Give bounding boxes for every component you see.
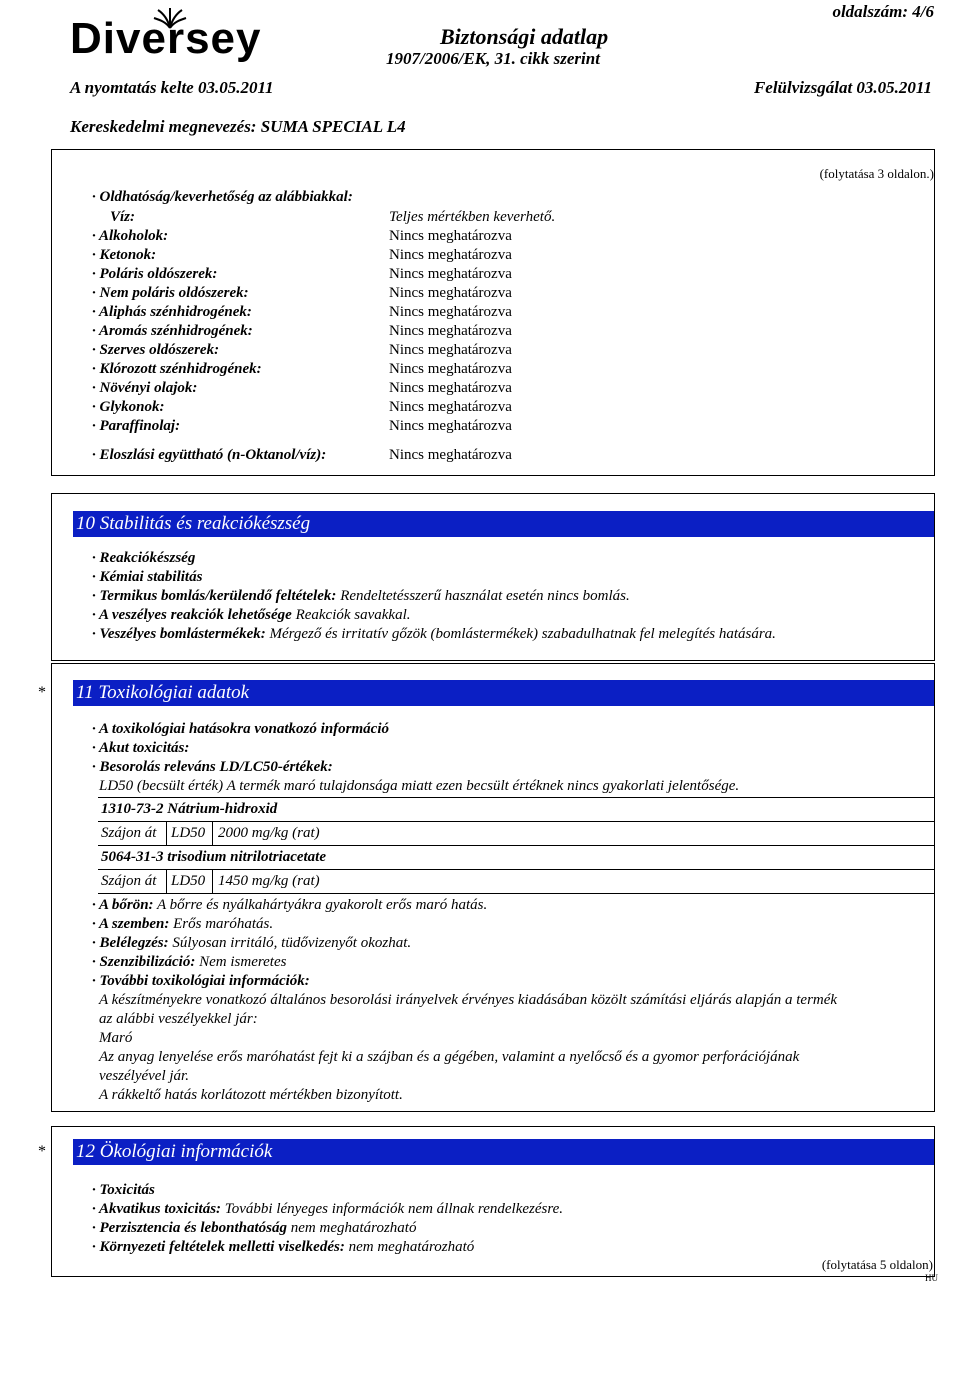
solubility-value: Nincs meghatározva — [389, 228, 512, 244]
document-title: Biztonsági adatlap — [440, 24, 609, 49]
tox-paragraph-3b: veszélyével jár. — [99, 1068, 189, 1084]
solubility-value: Nincs meghatározva — [389, 266, 512, 282]
tox-paragraph-1b: az alábbi veszélyekkel jár: — [99, 1011, 258, 1027]
thermal-decomposition-label: · Termikus bomlás/kerülendő feltételek: — [92, 588, 337, 604]
section-12-heading: 12 Ökológiai információk — [73, 1139, 934, 1165]
hazardous-reactions-line — [92, 606, 411, 625]
substance-2-name: 5064-31-3 trisodium nitrilotriacetate — [101, 849, 327, 865]
solubility-label: · Ketonok: — [92, 247, 157, 263]
substance-1-type: LD50 — [171, 825, 206, 841]
solubility-heading: · Oldhatóság/keverhetőség az alábbiakkal: — [92, 189, 353, 205]
toxicity-line: · Toxicitás — [92, 1182, 155, 1198]
solubility-value: Teljes mértékben keverhető. — [389, 209, 556, 225]
continued-on-note: (folytatása 5 oldalon) — [821, 1257, 933, 1272]
substance-1-route: Szájon át — [101, 825, 157, 841]
substance-2-bottom-rule — [98, 893, 934, 894]
environmental-behaviour-value: nem meghatározható — [344, 1239, 475, 1255]
eye-line — [92, 915, 273, 934]
aquatic-toxicity-value: További lényeges információk nem állnak rendelkezésre. — [221, 1201, 564, 1217]
trade-name: Kereskedelmi megnevezés: SUMA SPECIAL L4 — [70, 117, 406, 136]
substance-2-separator — [212, 869, 213, 893]
aquatic-toxicity-label: · Akvatikus toxicitás: — [92, 1201, 222, 1217]
substance-1-top-rule — [98, 797, 934, 798]
diversey-logo: Diversey — [70, 14, 262, 63]
persistence-label: · Perzisztencia és lebonthatóság — [92, 1220, 288, 1236]
substance-1-value: 2000 mg/kg (rat) — [218, 825, 320, 841]
print-date: A nyomtatás kelte 03.05.2011 — [70, 78, 274, 97]
hazardous-reactions-value: Reakciók savakkal. — [291, 607, 411, 623]
environmental-behaviour-label: · Környezeti feltételek melletti viselkedés: — [92, 1239, 345, 1255]
substance-2-type: LD50 — [171, 873, 206, 889]
tox-paragraph-2: Maró — [99, 1030, 133, 1046]
substance-1-bottom-rule — [98, 845, 934, 846]
persistence-line — [92, 1219, 416, 1238]
inhalation-value: Súlyosan irritáló, tüdővizenyőt okozhat. — [168, 935, 412, 951]
section-10-heading: 10 Stabilitás és reakciókészség — [73, 511, 934, 537]
decomposition-products-label: · Veszélyes bomlástermékek: — [92, 626, 266, 642]
solubility-value: Nincs meghatározva — [389, 361, 512, 377]
solubility-value: Nincs meghatározva — [389, 418, 512, 434]
skin-label: · A bőrön: — [92, 897, 154, 913]
chemical-stability-line: · Kémiai stabilitás — [92, 569, 203, 585]
eye-value: Erős maróhatás. — [169, 916, 274, 932]
partition-coefficient-value: Nincs meghatározva — [389, 447, 512, 463]
sensitization-value: Nem ismeretes — [195, 954, 287, 970]
flower-logo-icon — [150, 6, 190, 30]
sensitization-line — [92, 953, 286, 972]
solubility-label: Víz: — [110, 209, 136, 225]
continued-from-note: (folytatása 3 oldalon.) — [819, 166, 934, 181]
substance-2-mid-rule — [98, 869, 934, 870]
partition-coefficient-label: · Eloszlási együttható (n-Oktanol/víz): — [92, 447, 327, 463]
decomposition-products-value: Mérgező és irritatív gőzök (bomlástermékek) szabadulhatnak fel melegítés hatására. — [265, 626, 776, 642]
solubility-value: Nincs meghatározva — [389, 285, 512, 301]
further-tox-info-label: · További toxikológiai információk: — [92, 973, 310, 989]
solubility-label: · Alkoholok: — [92, 228, 169, 244]
revision-marker: * — [38, 684, 46, 701]
solubility-label: · Szerves oldószerek: — [92, 342, 220, 358]
regulation-reference: 1907/2006/EK, 31. cikk szerint — [386, 49, 600, 68]
solubility-value: Nincs meghatározva — [389, 399, 512, 415]
revision-marker: * — [38, 1143, 46, 1160]
sensitization-label: · Szenzibilizáció: — [92, 954, 196, 970]
solubility-label: · Poláris oldószerek: — [92, 266, 218, 282]
thermal-decomposition-value: Rendeltetésszerű használat esetén nincs bomlás. — [336, 588, 630, 604]
ld50-note: LD50 (becsült érték) A termék maró tulajdonsága miatt ezen becsült értéknek nincs gyakorlati jelentősége. — [99, 778, 740, 794]
solubility-label: · Aromás szénhidrogének: — [92, 323, 253, 339]
solubility-label: · Klórozott szénhidrogének: — [92, 361, 262, 377]
solubility-label: · Glykonok: — [92, 399, 165, 415]
solubility-label: · Aliphás szénhidrogének: — [92, 304, 252, 320]
decomposition-products-line — [92, 625, 776, 644]
toxicological-info-line: · A toxikológiai hatásokra vonatkozó információ — [92, 721, 389, 737]
substance-2-value: 1450 mg/kg (rat) — [218, 873, 320, 889]
skin-value: A bőrre és nyálkahártyákra gyakorolt erős maró hatás. — [153, 897, 488, 913]
solubility-value: Nincs meghatározva — [389, 247, 512, 263]
solubility-value: Nincs meghatározva — [389, 380, 512, 396]
revision-date: Felülvizsgálat 03.05.2011 — [753, 78, 932, 97]
inhalation-line — [92, 934, 411, 953]
section-11-heading: 11 Toxikológiai adatok — [73, 680, 934, 706]
substance-2-route: Szájon át — [101, 873, 157, 889]
reactivity-line: · Reakciókészség — [92, 550, 196, 566]
solubility-label: · Paraffinolaj: — [92, 418, 181, 434]
page-number: oldalszám: 4/6 — [832, 2, 934, 21]
solubility-value: Nincs meghatározva — [389, 323, 512, 339]
substance-2-separator — [166, 869, 167, 893]
solubility-value: Nincs meghatározva — [389, 342, 512, 358]
environmental-behaviour-line — [92, 1238, 474, 1257]
solubility-value: Nincs meghatározva — [389, 304, 512, 320]
tox-paragraph-3a: Az anyag lenyelése erős maróhatást fejt ki a szájban és a gégében, valamint a nyelőcső és a gyomor perforációjának — [99, 1049, 800, 1065]
tox-paragraph-4: A rákkeltő hatás korlátozott mértékben bizonyított. — [99, 1087, 403, 1103]
aquatic-toxicity-line — [92, 1200, 563, 1219]
substance-1-separator — [166, 821, 167, 845]
ld-lc50-line: · Besorolás releváns LD/LC50-értékek: — [92, 759, 333, 775]
solubility-label: · Növényi olajok: — [92, 380, 198, 396]
skin-line — [92, 896, 487, 915]
substance-1-separator — [212, 821, 213, 845]
hazardous-reactions-label: · A veszélyes reakciók lehetősége — [92, 607, 292, 623]
inhalation-label: · Belélegzés: — [92, 935, 169, 951]
country-code: HU — [925, 1273, 938, 1283]
thermal-decomposition-line — [92, 587, 630, 606]
persistence-value: nem meghatározható — [287, 1220, 417, 1236]
tox-paragraph-1a: A készítményekre vonatkozó általános besorolási irányelvek érvényes kiadásában közölt számítási eljárás alapján a termék — [99, 992, 838, 1008]
substance-1-mid-rule — [98, 821, 934, 822]
eye-label: · A szemben: — [92, 916, 170, 932]
solubility-label: · Nem poláris oldószerek: — [92, 285, 249, 301]
substance-1-name: 1310-73-2 Nátrium-hidroxid — [101, 801, 278, 817]
acute-toxicity-line: · Akut toxicitás: — [92, 740, 190, 756]
